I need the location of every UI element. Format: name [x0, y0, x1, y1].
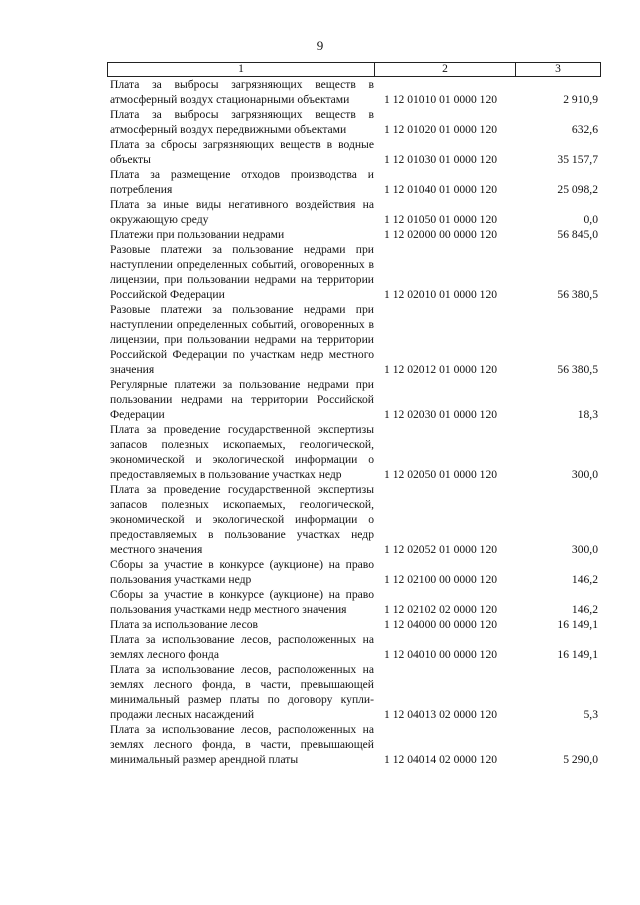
row-name: Плата за проведение государственной экспертизы запасов полезных ископаемых, геологической, экономической и экологической информации о предоставляемых в пользование участках недр — [110, 423, 374, 481]
row-name: Плата за использование лесов, расположенных на землях лесного фонда, в части, превышающей минимальный размер платы по договору купли-продажи лесных насаждений — [110, 663, 374, 721]
header-col-1: 1 — [108, 63, 375, 76]
row-value: 2 910,9 — [563, 93, 598, 106]
row-name: Плата за использование лесов, расположенных на землях лесного фонда — [110, 633, 374, 661]
table-row — [107, 167, 601, 197]
table-header — [107, 62, 601, 77]
row-value: 632,6 — [571, 123, 598, 136]
table-row — [107, 482, 601, 557]
table-row — [107, 632, 601, 662]
row-name: Регулярные платежи за пользование недрами при пользовании недрами на территории Российской Федерации — [110, 378, 374, 421]
row-value: 300,0 — [571, 543, 598, 556]
row-code: 1 12 02000 00 0000 120 — [384, 228, 498, 241]
header-col-2: 2 — [375, 63, 516, 76]
table-row — [107, 302, 601, 377]
row-value: 25 098,2 — [557, 183, 598, 196]
row-code: 1 12 02102 02 0000 120 — [384, 603, 498, 616]
row-value: 146,2 — [571, 603, 598, 616]
table-row — [107, 557, 601, 587]
row-name: Сборы за участие в конкурсе (аукционе) на право пользования участками недр местного значения — [110, 588, 374, 616]
row-code: 1 12 02012 01 0000 120 — [384, 363, 498, 376]
row-code: 1 12 01040 01 0000 120 — [384, 183, 498, 196]
table-row — [107, 587, 601, 617]
table-row — [107, 227, 601, 242]
row-value: 35 157,7 — [557, 153, 598, 166]
row-value: 56 845,0 — [557, 228, 598, 241]
row-name: Плата за сбросы загрязняющих веществ в водные объекты — [110, 138, 374, 166]
row-value: 0,0 — [583, 213, 598, 226]
row-code: 1 12 04014 02 0000 120 — [384, 753, 498, 766]
row-code: 1 12 02100 00 0000 120 — [384, 573, 498, 586]
row-value: 5,3 — [583, 708, 598, 721]
table-row — [107, 197, 601, 227]
table-row — [107, 722, 601, 767]
table-body — [107, 77, 601, 767]
row-name: Разовые платежи за пользование недрами при наступлении определенных событий, оговоренных в лицензии, при пользовании недрами на территории Российской Федерации по участкам недр местного значения — [110, 303, 374, 376]
row-value: 16 149,1 — [557, 648, 598, 661]
row-value: 300,0 — [571, 468, 598, 481]
row-code: 1 12 04013 02 0000 120 — [384, 708, 498, 721]
row-name: Сборы за участие в конкурсе (аукционе) на право пользования участками недр — [110, 558, 374, 586]
row-value: 16 149,1 — [557, 618, 598, 631]
table-row — [107, 377, 601, 422]
page-number: 9 — [316, 38, 324, 53]
row-name: Плата за выбросы загрязняющих веществ в атмосферный воздух стационарными объектами — [110, 78, 374, 106]
row-value: 146,2 — [571, 573, 598, 586]
row-code: 1 12 02050 01 0000 120 — [384, 468, 498, 481]
revenue-table — [107, 62, 601, 767]
table-row — [107, 137, 601, 167]
row-name: Плата за иные виды негативного воздействия на окружающую среду — [110, 198, 374, 226]
row-code: 1 12 01050 01 0000 120 — [384, 213, 498, 226]
table-row — [107, 107, 601, 137]
row-value: 5 290,0 — [563, 753, 598, 766]
table-row — [107, 617, 601, 632]
row-name: Разовые платежи за пользование недрами при наступлении определенных событий, оговоренных в лицензии, при пользовании недрами на территории Российской Федерации — [110, 243, 374, 301]
table-row — [107, 662, 601, 722]
table-row — [107, 422, 601, 482]
row-name: Плата за использование лесов — [110, 618, 259, 631]
row-name: Плата за проведение государственной экспертизы запасов полезных ископаемых, геологической, экономической и экологической информации о предоставляемых в пользование участках недр местного значения — [110, 483, 374, 556]
row-code: 1 12 02030 01 0000 120 — [384, 408, 498, 421]
row-value: 56 380,5 — [557, 363, 598, 376]
table-row — [107, 77, 601, 107]
row-value: 18,3 — [577, 408, 598, 421]
row-name: Плата за размещение отходов производства и потребления — [110, 168, 374, 196]
header-col-3: 3 — [555, 63, 561, 75]
row-code: 1 12 01020 01 0000 120 — [384, 123, 498, 136]
row-code: 1 12 04000 00 0000 120 — [384, 618, 498, 631]
row-code: 1 12 02010 01 0000 120 — [384, 288, 498, 301]
row-code: 1 12 01010 01 0000 120 — [384, 93, 498, 106]
row-name: Плата за использование лесов, расположенных на землях лесного фонда, в части, превышающей минимальный размер арендной платы — [110, 723, 374, 766]
row-code: 1 12 01030 01 0000 120 — [384, 153, 498, 166]
row-value: 56 380,5 — [557, 288, 598, 301]
row-name: Плата за выбросы загрязняющих веществ в атмосферный воздух передвижными объектами — [110, 108, 374, 136]
row-code: 1 12 04010 00 0000 120 — [384, 648, 498, 661]
row-code: 1 12 02052 01 0000 120 — [384, 543, 498, 556]
row-name: Платежи при пользовании недрами — [110, 228, 285, 241]
table-row — [107, 242, 601, 302]
